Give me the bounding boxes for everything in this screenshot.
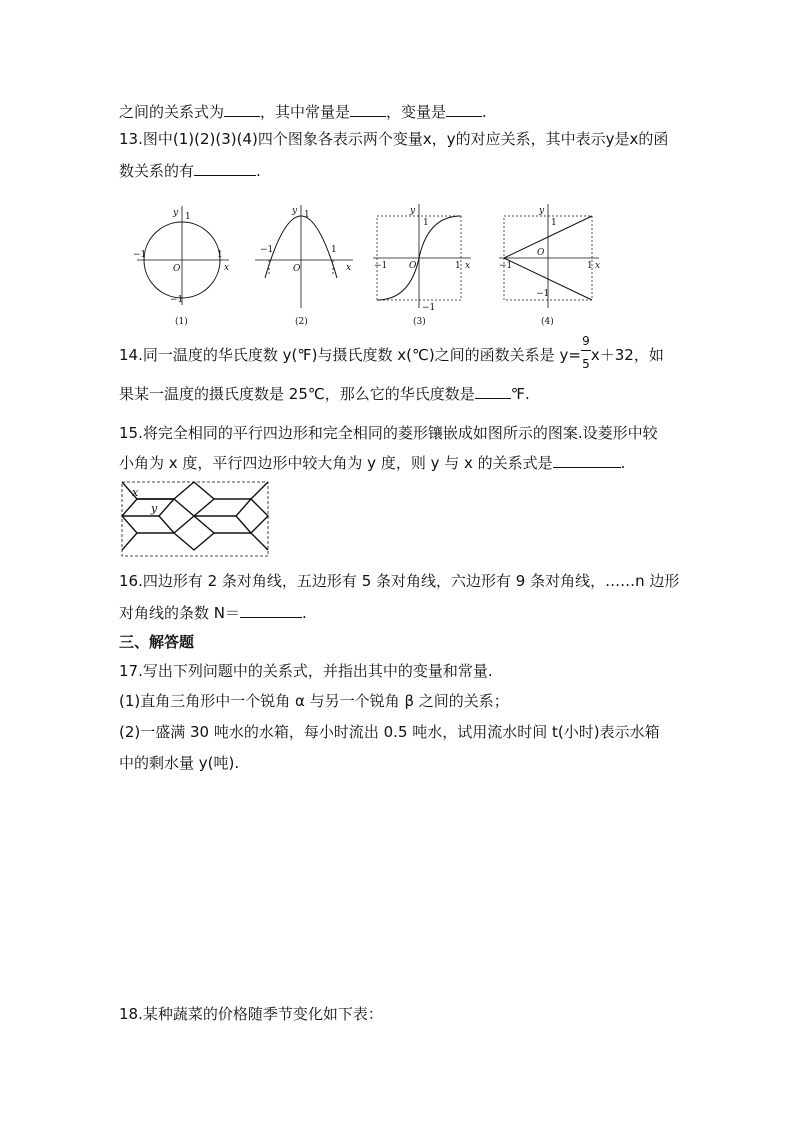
- q14-line-2: [119, 384, 530, 404]
- q15-text-a: 小角为 x 度，平行四边形中较大角为 y 度，则 y 与 x 的关系式是: [119, 454, 553, 472]
- graph-3-y-label: y: [410, 206, 416, 216]
- q12-text-c: ，变量是: [386, 103, 447, 121]
- q14-fraction: [581, 333, 591, 371]
- graph-4-pos-label: 1: [587, 261, 593, 271]
- q15-line-1: 15.将完全相同的平行四边形和完全相同的菱形镶嵌成如图所示的图案.设菱形中较: [119, 424, 658, 442]
- graph-3: [373, 204, 471, 327]
- q12-line: [119, 102, 487, 122]
- graph-3-bot-label: −1: [422, 303, 436, 313]
- q16-text-b: .: [302, 604, 307, 622]
- q16-line-1: 16.四边形有 2 条对角线，五边形有 5 条对角线，六边形有 9 条对角线，……n 边形: [119, 572, 680, 590]
- graph-1-x-label: x: [224, 263, 230, 273]
- q13-line-2: [119, 161, 261, 181]
- q16-line-2: [119, 603, 307, 623]
- q12-blank-3[interactable]: [446, 102, 482, 117]
- graph-3-top-label: 1: [423, 218, 429, 228]
- q12-blank-2[interactable]: [350, 102, 386, 117]
- graph-4-caption: (4): [541, 317, 554, 327]
- q12-blank-1[interactable]: [224, 102, 260, 117]
- q15-label-y: y: [151, 502, 158, 515]
- q13-text: 数关系的有: [119, 162, 195, 180]
- q15-text-b: .: [620, 454, 626, 472]
- graph-2-o-label: O: [293, 264, 301, 274]
- graph-2-pos-label: 1: [331, 245, 337, 255]
- graph-4-bot-label: −1: [536, 289, 550, 299]
- graph-1-top-label: 1: [185, 212, 191, 222]
- q13-line-1: 13.图中(1)(2)(3)(4)四个图象各表示两个变量x，y的对应关系，其中表示y是x的函: [119, 130, 669, 148]
- q15-line-2: [119, 453, 625, 473]
- graph-3-o-label: O: [409, 261, 417, 271]
- graph-2-neg-label: −1: [260, 245, 274, 255]
- q17-part-2-line-1: (2)一盛满 30 吨水的水箱，每小时流出 0.5 吨水，试用流水时间 t(小时)表示水箱: [119, 723, 660, 741]
- graph-4-top-label: 1: [551, 218, 557, 228]
- graph-1-caption: (1): [175, 317, 188, 327]
- q17-part-2-line-2: 中的剩水量 y(吨).: [119, 754, 240, 772]
- q14-text-b: x＋32，如: [590, 346, 664, 364]
- q12-text-a: 之间的关系式为: [119, 103, 225, 121]
- graph-4-y-label: y: [539, 206, 545, 216]
- graph-2-caption: (2): [295, 317, 308, 327]
- graph-1-bot-label: −1: [170, 295, 184, 305]
- graph-3-caption: (3): [413, 317, 426, 327]
- graph-4-o-label: O: [537, 248, 545, 258]
- q14-text-a: 14.同一温度的华氏度数 y(℉)与摄氏度数 x(℃)之间的函数关系是 y=: [119, 346, 581, 364]
- graph-2-y-label: y: [292, 206, 298, 216]
- graph-4-x-label: x: [595, 261, 601, 271]
- graph-1-pos-label: 1: [217, 250, 223, 260]
- q16-text-a: 对角线的条数 N＝: [119, 604, 240, 622]
- graph-2-x-label: x: [346, 263, 352, 273]
- q14-frac-den: 5: [582, 356, 590, 371]
- q15-label-x: x: [132, 486, 139, 499]
- q14-frac-num: 9: [582, 333, 590, 348]
- graph-1: [133, 206, 229, 327]
- q13-end: .: [256, 162, 261, 180]
- q14-text-d: ℉.: [510, 385, 530, 403]
- section-heading: 三、解答题: [119, 633, 195, 651]
- graph-1-o-label: O: [173, 264, 181, 274]
- graph-1-y-label: y: [173, 208, 179, 218]
- q14-text-c: 果某一温度的摄氏度数是 25℃，那么它的华氏度数是: [119, 385, 475, 403]
- graph-3-x-label: x: [465, 261, 471, 271]
- graph-4-neg-label: −1: [499, 261, 513, 271]
- q14-line-1: [119, 333, 664, 371]
- graph-2: [255, 205, 353, 327]
- q15-tessellation-figure: [119, 479, 271, 559]
- q16-blank[interactable]: [240, 603, 302, 618]
- graph-1-neg-label: −1: [133, 250, 147, 260]
- q13-graphs-figure: [125, 200, 605, 328]
- q14-blank[interactable]: [475, 384, 511, 399]
- graph-2-top-label: 1: [304, 210, 310, 220]
- graph-4: [499, 204, 600, 327]
- q12-text-d: .: [482, 103, 487, 121]
- q18-title: 18.某种蔬菜的价格随季节变化如下表：: [119, 1005, 383, 1023]
- graph-3-pos-label: 1: [455, 261, 461, 271]
- q17-title: 17.写出下列问题中的关系式，并指出其中的变量和常量.: [119, 662, 493, 680]
- q15-blank[interactable]: [553, 453, 621, 468]
- graph-3-neg-label: −1: [374, 261, 388, 271]
- q17-part-1: (1)直角三角形中一个锐角 α 与另一个锐角 β 之间的关系；: [119, 692, 509, 710]
- q12-text-b: ，其中常量是: [260, 103, 351, 121]
- q13-blank[interactable]: [194, 161, 256, 176]
